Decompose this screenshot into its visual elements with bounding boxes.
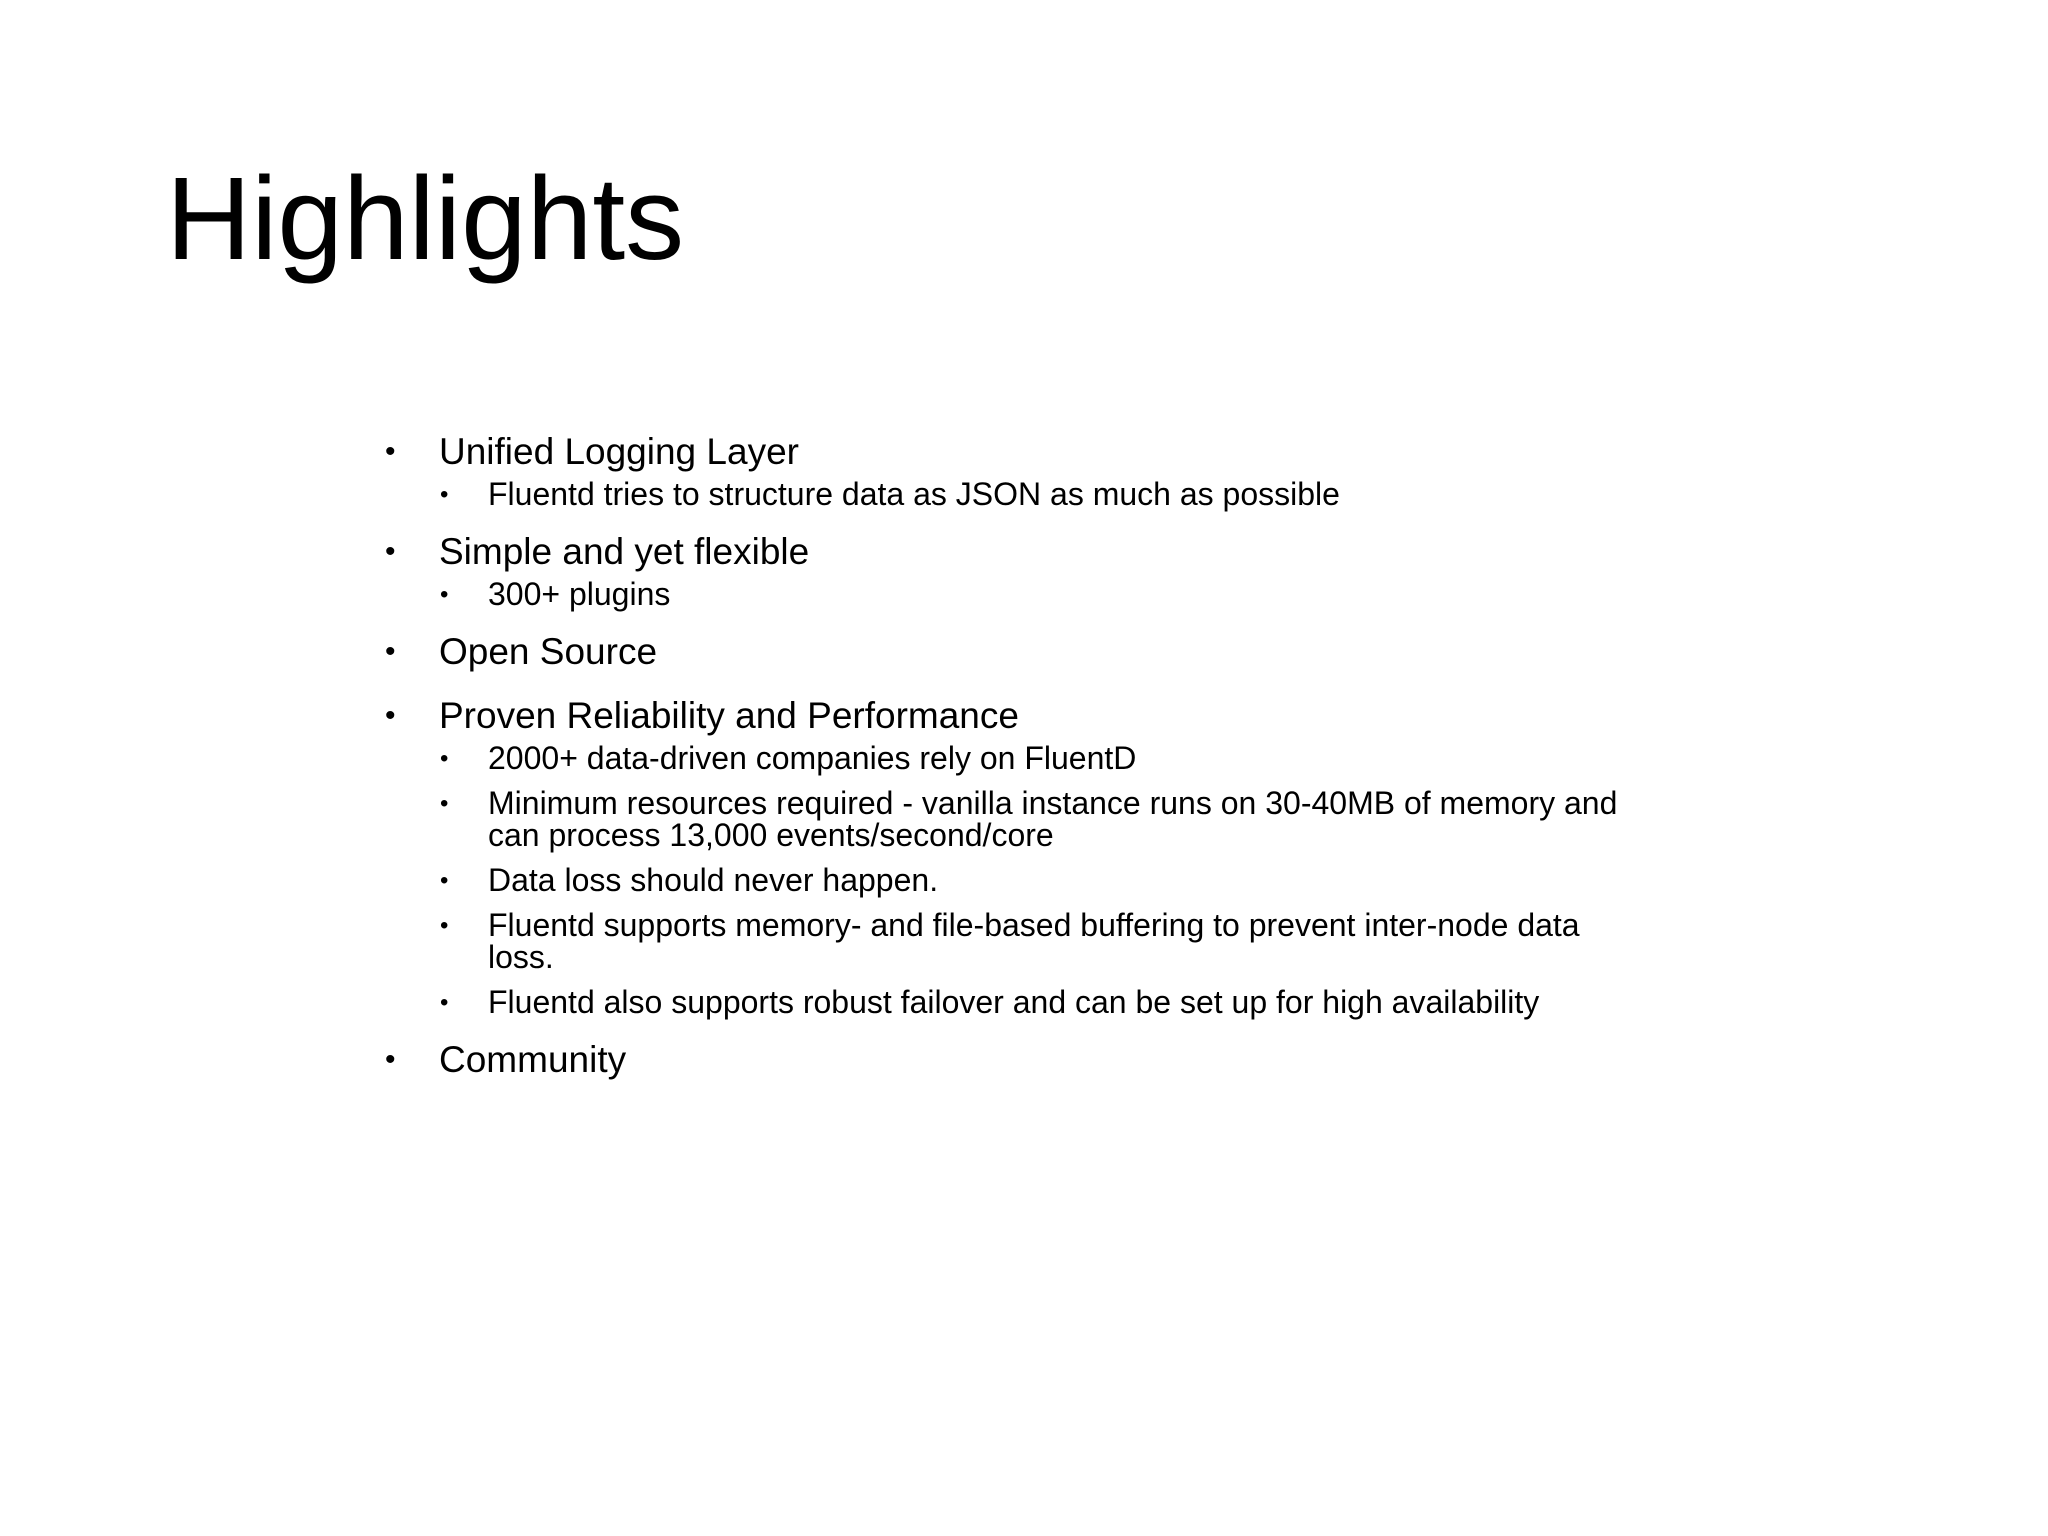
list-item bbox=[385, 430, 1705, 510]
list-item-text: Open Source bbox=[439, 631, 658, 672]
sub-list bbox=[439, 742, 1705, 1018]
sub-list-item-text: Data loss should never happen. bbox=[488, 862, 939, 898]
list-item bbox=[385, 694, 1705, 1018]
sub-list-item bbox=[385, 578, 1618, 610]
bullet-icon: • bbox=[385, 535, 396, 568]
bullet-icon: • bbox=[440, 481, 449, 508]
list-item bbox=[385, 530, 1705, 610]
list-item bbox=[385, 630, 1705, 674]
slide-title: Highlights bbox=[166, 153, 685, 285]
sub-list-item-text: 300+ plugins bbox=[488, 576, 671, 612]
list-item-text: Simple and yet flexible bbox=[439, 531, 810, 572]
sub-list-item bbox=[385, 986, 1618, 1018]
sub-list-item-text: Fluentd tries to structure data as JSON as much as possible bbox=[488, 476, 1340, 512]
bullet-icon: • bbox=[440, 867, 449, 894]
bullet-icon: • bbox=[440, 581, 449, 608]
sub-list-item bbox=[385, 742, 1618, 774]
bullet-icon: • bbox=[385, 435, 396, 468]
bullet-icon: • bbox=[385, 699, 396, 732]
sub-list-item bbox=[385, 909, 1618, 973]
bullet-icon: • bbox=[440, 745, 449, 772]
sub-list-item bbox=[385, 478, 1618, 510]
bullet-list-container bbox=[385, 430, 1705, 1102]
list-item-text: Community bbox=[439, 1039, 627, 1080]
sub-list-item-text: Fluentd also supports robust failover and can be set up for high availability bbox=[488, 984, 1540, 1020]
sub-list-item-text: Minimum resources required - vanilla instance runs on 30-40MB of memory and can process 13,000 events/second/core bbox=[488, 785, 1618, 853]
bullet-icon: • bbox=[385, 635, 396, 668]
sub-list-item bbox=[385, 787, 1618, 851]
sub-list-item-text: Fluentd supports memory- and file-based buffering to prevent inter-node data loss. bbox=[488, 907, 1580, 975]
bullet-icon: • bbox=[440, 912, 449, 939]
bullet-icon: • bbox=[385, 1043, 396, 1076]
sub-list-item-text: 2000+ data-driven companies rely on FluentD bbox=[488, 740, 1137, 776]
list-item-text: Proven Reliability and Performance bbox=[439, 695, 1019, 736]
sub-list bbox=[439, 578, 1705, 610]
bullet-icon: • bbox=[440, 989, 449, 1016]
list-item-text: Unified Logging Layer bbox=[439, 431, 799, 472]
sub-list bbox=[439, 478, 1705, 510]
bullet-list bbox=[385, 430, 1705, 1082]
sub-list-item bbox=[385, 864, 1618, 896]
list-item bbox=[385, 1038, 1705, 1082]
bullet-icon: • bbox=[440, 790, 449, 817]
